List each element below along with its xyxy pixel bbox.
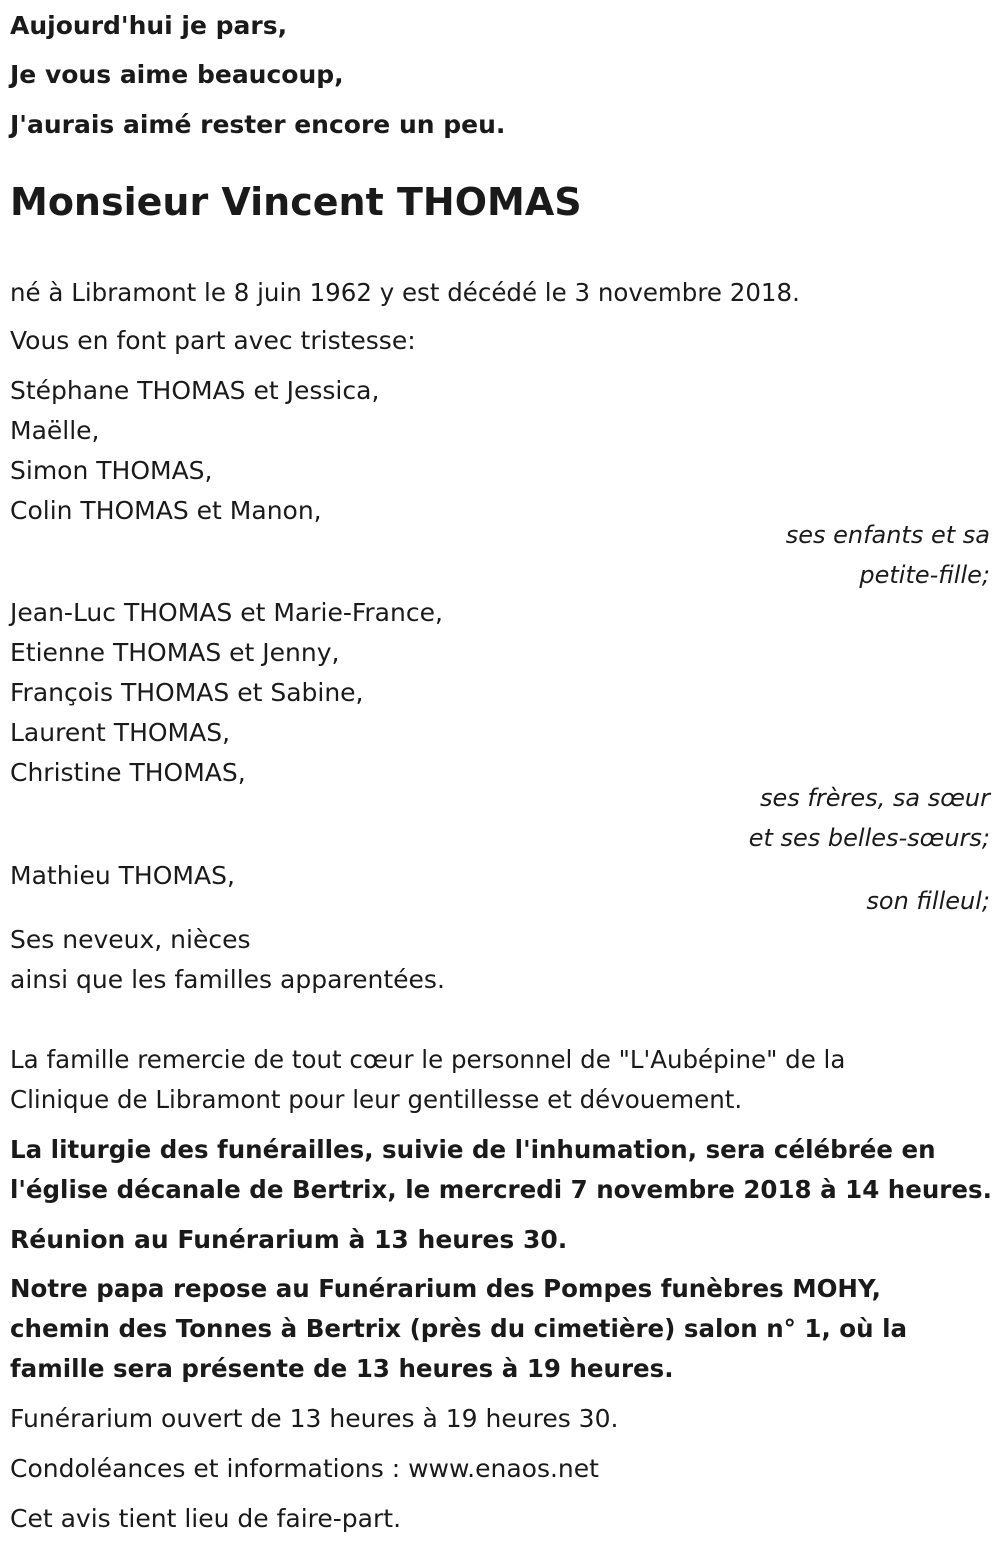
relation-label: petite-fille;	[859, 561, 990, 589]
family-name: Colin THOMAS et Manon,	[10, 496, 322, 525]
family-name: Simon THOMAS,	[10, 456, 213, 485]
liturgy-line: La liturgie des funérailles, suivie de l'inhumation, sera célébrée en	[10, 1135, 936, 1164]
others-line: ainsi que les familles apparentées.	[10, 965, 445, 994]
family-name: François THOMAS et Sabine,	[10, 678, 364, 707]
thanks-line: La famille remercie de tout cœur le personnel de "L'Aubépine" de la	[10, 1045, 846, 1074]
intro-line: Vous en font part avec tristesse:	[10, 326, 416, 355]
poem-line-3: J'aurais aimé rester encore un peu.	[10, 110, 506, 139]
liturgy-line: l'église décanale de Bertrix, le mercredi 7 novembre 2018 à 14 heures.	[10, 1175, 992, 1204]
poem-line-1: Aujourd'hui je pars,	[10, 11, 288, 40]
family-name: Stéphane THOMAS et Jessica,	[10, 376, 380, 405]
relation-label: ses enfants et sa	[785, 521, 990, 549]
relation-label: ses frères, sa sœur	[760, 784, 990, 812]
birth-death-line: né à Libramont le 8 juin 1962 y est décédé le 3 novembre 2018.	[10, 278, 800, 307]
family-name: Etienne THOMAS et Jenny,	[10, 638, 340, 667]
thanks-line: Clinique de Libramont pour leur gentillesse et dévouement.	[10, 1085, 743, 1114]
relation-label: et ses belles-sœurs;	[748, 824, 990, 852]
family-name: Laurent THOMAS,	[10, 718, 231, 747]
relation-label: son filleul;	[866, 887, 990, 915]
poem-line-2: Je vous aime beaucoup,	[10, 60, 344, 89]
rest-line: chemin des Tonnes à Bertrix (près du cimetière) salon n° 1, où la	[10, 1314, 908, 1343]
rest-line: Notre papa repose au Funérarium des Pompes funèbres MOHY,	[10, 1274, 881, 1303]
family-name: Christine THOMAS,	[10, 758, 246, 787]
deceased-name: Monsieur Vincent THOMAS	[10, 180, 582, 224]
meeting-line: Réunion au Funérarium à 13 heures 30.	[10, 1225, 568, 1254]
condolences-line: Condoléances et informations : www.enaos.net	[10, 1454, 599, 1483]
family-name: Maëlle,	[10, 416, 100, 445]
rest-line: famille sera présente de 13 heures à 19 heures.	[10, 1354, 674, 1383]
family-name: Jean-Luc THOMAS et Marie-France,	[10, 598, 443, 627]
family-name: Mathieu THOMAS,	[10, 861, 235, 890]
opening-hours: Funérarium ouvert de 13 heures à 19 heures 30.	[10, 1404, 619, 1433]
others-line: Ses neveux, nièces	[10, 925, 251, 954]
notice-line: Cet avis tient lieu de faire-part.	[10, 1504, 402, 1533]
